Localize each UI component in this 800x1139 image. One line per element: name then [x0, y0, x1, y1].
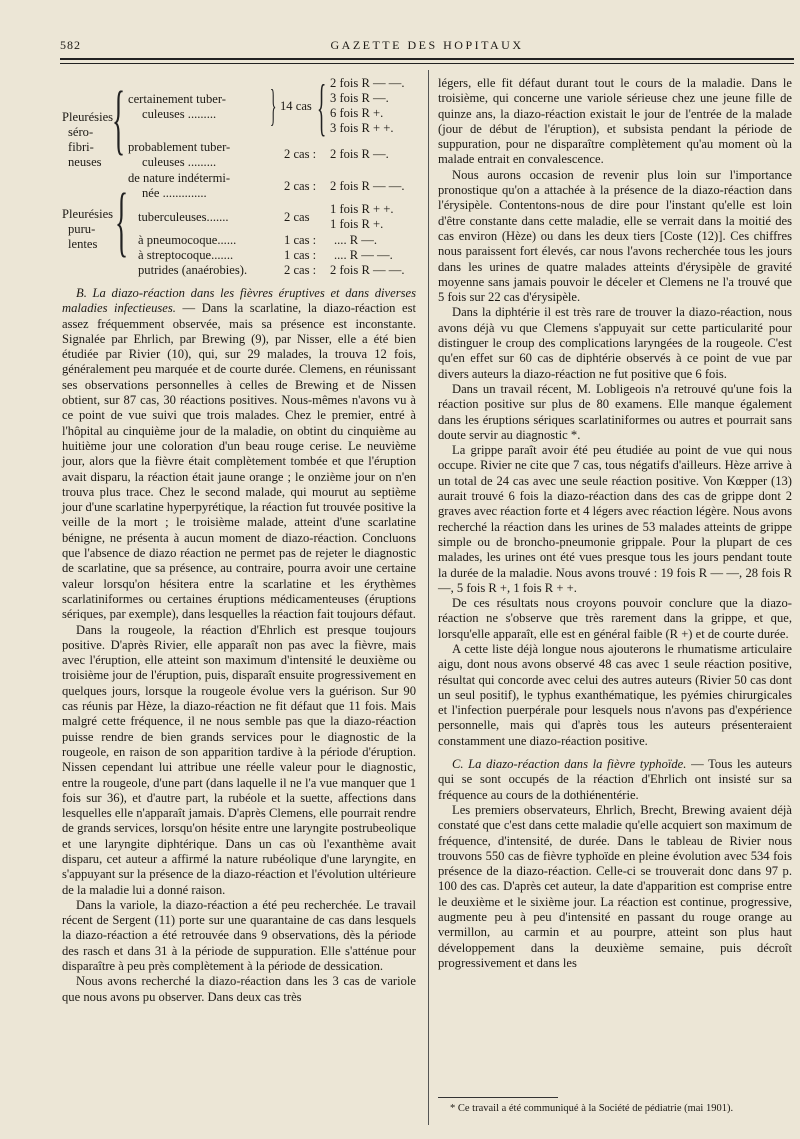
- group1-label-4: neuses: [68, 155, 102, 169]
- section-c-paragraph: [438, 757, 792, 803]
- section-c-intro: — Tous les auteurs qui se sont occupés de la réaction d'Ehrlich ont insisté sur sa fréquence au cours de la dothiénentérie.: [438, 757, 792, 802]
- group1-label-3: fibri-: [68, 140, 94, 154]
- row5-label: à pneumocoque......: [138, 233, 237, 247]
- right-paragraph-1: légers, elle fit défaut durant tout le cours de la maladie. Dans le troisième, qui concerne une variole sérieuse chez une jeune fille de quinze ans, la diazo-réaction existait le jour de l'entrée de la malade (jour de début de l'éruption), et subsista pendant la période de suppuration, pour ne disparaître complètement qu'au moment où la malade entrait en convalescence.: [438, 76, 792, 167]
- section-gap: [438, 749, 792, 757]
- header-rule-thin: [60, 63, 794, 64]
- row1-result-1: 2 fois R — —.: [330, 76, 405, 90]
- footnote-rule: [438, 1097, 558, 1098]
- row1-label: certainement tuber-: [128, 92, 226, 106]
- section-b-title: B. La diazo-réaction dans les fièvres éruptives et dans diverses maladies infectieuses.: [62, 286, 416, 316]
- row7-label: putrides (anaérobies).: [138, 263, 248, 277]
- row3-result-1: 2 fois R — —.: [330, 179, 405, 193]
- right-paragraph-5: La grippe paraît avoir été peu étudiée au point de vue qui nous occupe. Rivier ne cite que 7 cas, tous négatifs d'ailleurs. Hèze arrive à un total de 24 cas avec une seule réaction positive. Von Kœpper (13) aurait trouvé 6 fois la diazo-réaction dans des cas de grippe dont 2 graves avec réaction forte et 4 légers avec réaction légère. Nous avons recherché la réaction dans les urines de 53 malades atteints de grippe simple ou de broncho-pneumonie grippale. Pour la plupart de ces malades, les urines ont été vues presque tous les jours pendant toute la durée de la maladie. Nous avons trouvé : 19 fois R — —, 28 fois R —, 5 fois R +, 1 fois R + +.: [438, 443, 792, 595]
- section-c-paragraph-2: Les premiers observateurs, Ehrlich, Brecht, Brewing avaient déjà constaté que c'est dans cette maladie qu'elle acquiert son maximum de fréquence, d'intensité, de durée. Dans le tableau de Rivier nous trouvons 550 cas de fièvre typhoïde en pleine évolution avec 534 fois présence de la diazo-réaction. Celle-ci se trouverait donc dans 97 p. 100 des cas. D'après cet auteur, la date d'apparition est comprise entre le deuxième et le sixième jour. La réaction est continue, progressive, augmente peu à peu d'intensité en passant du rouge orange au vermillon, au carmin et au pourpre, atteint son plus haut développement dans la deuxième semaine, puis décroît progressivement et dans les: [438, 802, 792, 970]
- section-b-paragraph: [62, 286, 416, 623]
- row1-result-brace: {: [317, 71, 327, 142]
- row6-label: à streptocoque.......: [138, 248, 234, 262]
- row1-result-2: 3 fois R —.: [330, 91, 389, 105]
- row2-cases: 2 cas :: [284, 147, 317, 161]
- left-paragraph-4: Nous avons recherché la diazo-réaction dans les 3 cas de variole que nous avons pu observer. Dans deux cas très: [62, 974, 416, 1004]
- left-paragraph-1: — Dans la scarlatine, la diazo-réaction est assez fréquemment observée, mais sa présence est inconstante. Signalée par Ehrlich, par Brewing (9), par Nisser, elle a été bien étudiée par Rivier (10), qui, sur 29 malades, la trouva 12 fois, généralement peu marquée et de courte durée. Clemens, en réunissant ses observations personnelles à celles de Brewing et de Nissen obtient, sur 87 cas, 30 réactions positives. Nous-mêmes n'avons vu à ce point de vue suivi que trois malades. Chez le premier, entré à l'hôpital au cinquième jour de la maladie, on obtint du cinquième au huitième jour une coloration d'un beau rouge cerise. Le neuvième jour, alors que la fièvre était complètement tombée et que l'éruption avait disparu, la réaction était jaune orange ; le onzième jour on n'en trouva plus trace. Chez le second malade, qui mourut au septième jour d'une scarlatine hyperpyrétique, la réaction fut trouvée positive la veille de la mort ; le troisième malade, atteint d'une scarlatine bénigne, ne présenta à aucun moment de diazo-réaction. Concluons que l'absence de diazo réaction ne permet pas de rejeter le diagnostic de scarlatine, que sa présence, au contraire, pourra avoir une certaine valeur lorsqu'on hésitera entre la scarlatine et les érythèmes scarlatiniformes ou certaines éruptions médicamenteuses (éruptions sériques, par exemple), dans lesquelles la réaction fait toujours défaut.: [62, 301, 417, 622]
- group2-label-2: puru-: [68, 222, 96, 236]
- row2-label2: culeuses .........: [142, 155, 217, 169]
- row1-label2: culeuses .........: [142, 107, 217, 121]
- row3-label2: née ..............: [142, 186, 207, 200]
- group2-label-3: lentes: [68, 237, 98, 251]
- group1-brace: {: [112, 75, 126, 162]
- row3-label: de nature indétermi-: [128, 171, 231, 185]
- column-divider: [428, 70, 429, 1125]
- row7-result-1: 2 fois R — —.: [330, 263, 405, 277]
- row2-label: probablement tuber-: [128, 140, 231, 154]
- page-number: 582: [60, 38, 81, 52]
- journal-title: GAZETTE DES HOPITAUX: [330, 38, 524, 52]
- right-paragraph-6: De ces résultats nous croyons pouvoir conclure que la diazo-réaction ne s'observe que très rarement dans la grippe, et que, lorsqu'elle apparaît, elle est en général faible (R +) et de courte durée.: [438, 596, 792, 641]
- row5-result-1: .... R —.: [334, 233, 378, 247]
- right-paragraph-3: Dans la diphtérie il est très rare de trouver la diazo-réaction, nous avons déjà vu que Clemens s'appuyait sur cette particularité pour distinguer le croup des complications laryngées de la rougeole. C'est qu'en effet sur 60 cas de diphtérie observés à ce point de vue par divers auteurs la diazo-réaction ne fut positive que 6 fois.: [438, 305, 792, 381]
- row6-result-1: .... R — —.: [334, 248, 393, 262]
- right-column: [438, 76, 792, 971]
- row4-label: tuberculeuses.......: [138, 210, 229, 224]
- left-paragraph-3: Dans la variole, la diazo-réaction a été peu recherchée. Le travail récent de Sergent (11) porte sur une quarantaine de cas dans lesquels la diazo-réaction a été retrouvée dans 9 observations, dès la période des rasch et dans 31 à la période de suppuration. Elle s'atténue pour disparaître à peu près complètement à la période de dessication.: [62, 897, 416, 974]
- left-paragraph-2: Dans la rougeole, la réaction d'Ehrlich est presque toujours positive. D'après Rivier, elle apparaît non pas avec la fièvre, mais avec l'éruption, elle atteint son maximum d'intensité le deuxième ou troisième jour de l'éruption, puis, disparaît ensuite progressivement en quelques jours, lorsque la rougeole évolue vers la guérison. Sur 90 cas réunis par Hèze, la diazo-réaction ne fit défaut que 11 fois. Mais malgré cette fréquence, il ne nous semble pas que la diazo-réaction puisse rendre de bien grands services pour le diagnostic de la rougeole, en raison de son apparition tardive à la période d'éruption. Nissen cependant lui attribue une réelle valeur pour le diagnostic, entre la rougeole, d'une part (dans laquelle il ne l'a vue manquer que 1 fois sur 36), et d'autre part, la rubéole et la suette, affections dans lesquelles elle n'apparaît jamais. D'après Clemens, elle pourrait rendre de grands services, lorsqu'on hésite entre une laryngite postrubeolique et une laryngite diphtérique. Dans un cas où l'exanthème avait disparu, cet auteur a affirmé la nature rubéolique d'une laryngite, en s'appuyant sur la présence de la diazo-réaction et l'évolution ultérieure de la maladie lui a donné raison.: [62, 622, 416, 897]
- row1-cases: 14 cas: [280, 99, 312, 113]
- right-paragraph-4: Dans un travail récent, M. Lobligeois n'a retrouvé qu'une fois la réaction positive sur plus de 80 examens. Elle manque également dans les éruptions sériques scarlatiniformes ou autres et pourrait sans doute servir au diagnostic *.: [438, 381, 792, 442]
- row6-cases: 1 cas :: [284, 248, 317, 262]
- row1-brace: }: [270, 81, 277, 130]
- row3-cases: 2 cas :: [284, 179, 317, 193]
- row5-cases: 1 cas :: [284, 233, 317, 247]
- group1-label-2: séro-: [68, 125, 94, 139]
- right-paragraph-7: A cette liste déjà longue nous ajouterons le rhumatisme articulaire aigu, dont nous avons observé 48 cas avec 1 seule réaction positive, résultat qui concorde avec celui des autres auteurs (Rivier 50 cas dont un seul positif), le typhus exanthématique, les pyémies chirurgicales et l'infection puerpérale pour lesquels nous n'avons pas d'expérience personnelle, mais qui d'après tous les auteurs présenteraient constamment une diazo-réaction positive.: [438, 641, 792, 748]
- pleurisy-results-table: [62, 70, 422, 280]
- row1-result-4: 3 fois R + +.: [330, 121, 394, 135]
- group2-label-1: Pleurésies: [62, 207, 114, 221]
- left-column: [62, 286, 416, 1005]
- group2-brace: {: [115, 177, 129, 264]
- row1-result-3: 6 fois R +.: [330, 106, 384, 120]
- row7-cases: 2 cas :: [284, 263, 317, 277]
- header-rule: [60, 58, 794, 60]
- row4-result-1: 1 fois R + +.: [330, 202, 394, 216]
- group1-label-1: Pleurésies: [62, 110, 114, 124]
- row4-cases: 2 cas: [284, 210, 310, 224]
- row2-result-1: 2 fois R —.: [330, 147, 389, 161]
- footnote: * Ce travail a été communiqué à la Société de pédiatrie (mai 1901).: [450, 1103, 734, 1114]
- right-paragraph-2: Nous aurons occasion de revenir plus loin sur l'importance pronostique qu'on a attachée à la présence de la diazo-réaction dans l'érysipèle. Contentons-nous de dire pour l'instant qu'elle est loin d'être constante dans cette maladie, elle se verrait dans la moitié des cas environ (Hèze) ou dans les deux tiers [Coste (12)]. Ces chiffres nous paraissent fort élevés, car nous l'avons recherchée tous les jours dans les urines de quatre malades atteints d'érysipèle de gravité moyenne sans jamais pouvoir le déceler et Clemens ne l'a trouvé que 5 fois sur 22 cas d'érysipèle.: [438, 167, 792, 305]
- section-c-title: C. La diazo-réaction dans la fièvre typhoïde.: [452, 757, 687, 772]
- row4-result-2: 1 fois R +.: [330, 217, 384, 231]
